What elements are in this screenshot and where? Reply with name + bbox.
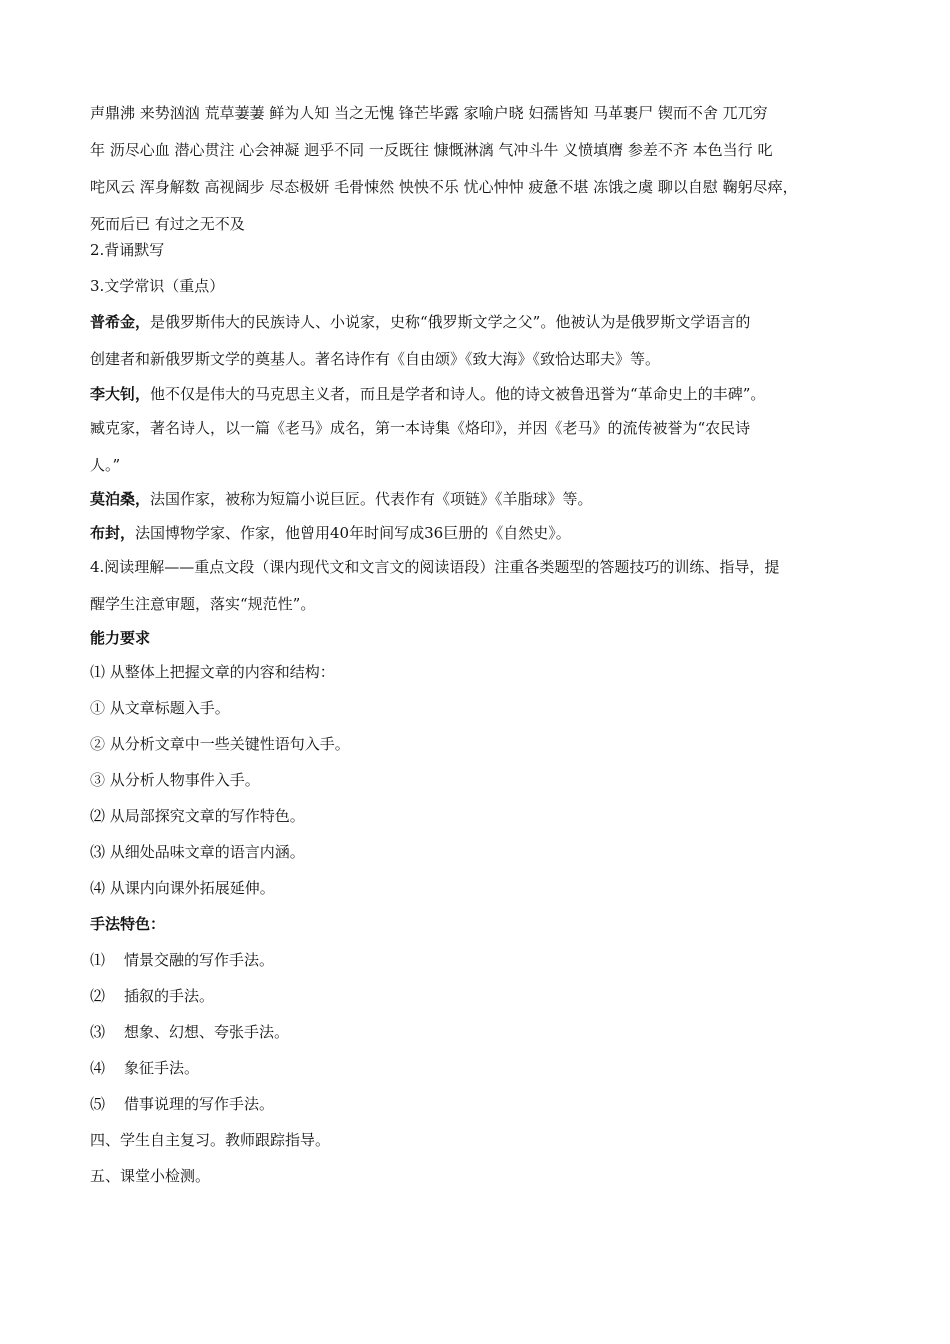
ability-item-3: ② 从分析文章中一些关键性语句入手。 (90, 735, 350, 753)
author-buffon (90, 524, 870, 542)
ability-item-6: ⑶ 从细处品味文章的语言内涵。 (90, 843, 305, 861)
technique-number: ⑵ (90, 987, 106, 1005)
section-reading-2: 醒学生注意审题，落实“规范性”。 (90, 595, 316, 613)
author-text-zangkejia-2: 人。” (90, 456, 121, 474)
ability-heading: 能力要求 (90, 629, 151, 647)
author-pushkin (90, 313, 870, 331)
idiom-line-4: 死而后已 有过之无不及 (90, 215, 245, 233)
section-reading-1: 4.阅读理解——重点文段（课内现代文和文言文的阅读语段）注重各类题型的答题技巧的训练、指导，提 (90, 558, 780, 576)
technique-text: 想象、幻想、夸张手法。 (124, 1023, 290, 1041)
author-name-buffon: 布封， (90, 524, 136, 542)
author-lidazhao (90, 385, 870, 403)
technique-item (90, 1023, 870, 1041)
author-text-pushkin-2: 创建者和新俄罗斯文学的奠基人。著名诗作有《自由颂》《致大海》《致恰达耶夫》等。 (90, 350, 661, 368)
section-quiz: 五、课堂小检测。 (90, 1167, 211, 1185)
technique-item (90, 987, 870, 1005)
technique-text: 象征手法。 (124, 1059, 200, 1077)
idiom-line-1: 声鼎沸 来势汹汹 荒草萋萋 鲜为人知 当之无愧 锋芒毕露 家喻户晓 妇孺皆知 马革裹尸 锲而不舍 兀兀穷 (90, 104, 768, 122)
author-text-lidazhao: 他不仅是伟大的马克思主义者，而且是学者和诗人。他的诗文被鲁迅誉为“革命史上的丰碑”。 (150, 385, 766, 403)
author-text-pushkin-1: 是俄罗斯伟大的民族诗人、小说家，史称“俄罗斯文学之父”。他被认为是俄罗斯文学语言的 (150, 313, 751, 331)
author-text-maupassant: 法国作家，被称为短篇小说巨匠。代表作有《项链》《羊脂球》等。 (150, 490, 593, 508)
section-self-review: 四、学生自主复习。教师跟踪指导。 (90, 1131, 331, 1149)
ability-item-5: ⑵ 从局部探究文章的写作特色。 (90, 807, 305, 825)
author-maupassant (90, 490, 870, 508)
section-literature: 3.文学常识（重点） (90, 277, 225, 295)
section-recitation: 2.背诵默写 (90, 241, 165, 259)
techniques-list (90, 951, 870, 1113)
author-text-zangkejia-1: 臧克家，著名诗人，以一篇《老马》成名，第一本诗集《烙印》，并因《老马》的流传被誉为“农民诗 (90, 419, 751, 437)
technique-text: 情景交融的写作手法。 (124, 951, 275, 969)
technique-number: ⑸ (90, 1095, 106, 1113)
author-name-pushkin: 普希金， (90, 313, 151, 331)
ability-item-4: ③ 从分析人物事件入手。 (90, 771, 260, 789)
document-body (90, 95, 870, 1203)
technique-item (90, 1095, 870, 1113)
techniques-heading: 手法特色： (90, 915, 166, 933)
technique-number: ⑶ (90, 1023, 106, 1041)
author-name-lidazhao: 李大钊， (90, 385, 151, 403)
ability-item-2: ① 从文章标题入手。 (90, 699, 230, 717)
author-name-maupassant: 莫泊桑， (90, 490, 151, 508)
technique-item (90, 951, 870, 969)
idiom-list (90, 95, 870, 243)
technique-text: 借事说理的写作手法。 (124, 1095, 275, 1113)
idiom-line-3: 咤风云 浑身解数 高视阔步 尽态极妍 毛骨悚然 怏怏不乐 忧心忡忡 疲惫不堪 冻饿之虞 聊以自慰 鞠躬尽瘁， (90, 178, 798, 196)
ability-item-1: ⑴ 从整体上把握文章的内容和结构： (90, 663, 335, 681)
ability-list (90, 663, 870, 897)
ability-item-7: ⑷ 从课内向课外拓展延伸。 (90, 879, 275, 897)
idiom-line-2: 年 沥尽心血 潜心贯注 心会神凝 迥乎不同 一反既往 慷慨淋漓 气冲斗牛 义愤填膺 参差不齐 本色当行 叱 (90, 141, 773, 159)
author-text-buffon: 法国博物学家、作家，他曾用40年时间写成36巨册的《自然史》。 (135, 524, 571, 542)
technique-text: 插叙的手法。 (124, 987, 215, 1005)
technique-number: ⑷ (90, 1059, 106, 1077)
technique-item (90, 1059, 870, 1077)
technique-number: ⑴ (90, 951, 106, 969)
